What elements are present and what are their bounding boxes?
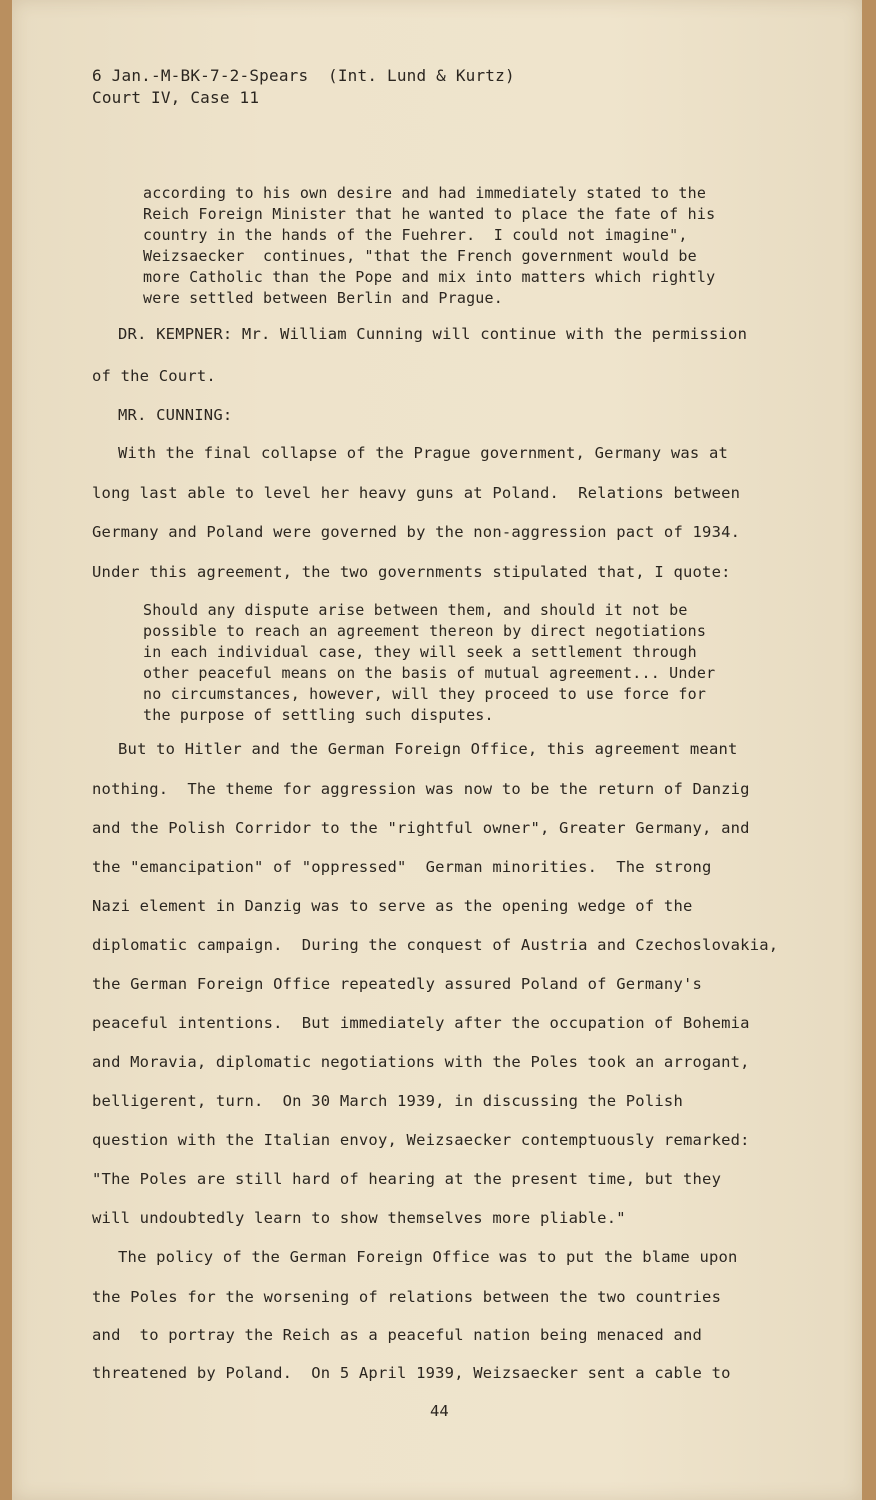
paragraph-line: nothing. The theme for aggression was now to be the return of Danzig bbox=[92, 780, 750, 798]
speaker-kempner-line: DR. KEMPNER: Mr. William Cunning will continue with the permission bbox=[118, 325, 748, 343]
quote-line: according to his own desire and had immediately stated to the bbox=[143, 184, 707, 202]
paragraph-line: threatened by Poland. On 5 April 1939, Weizsaecker sent a cable to bbox=[92, 1364, 731, 1382]
paragraph-line: Germany and Poland were governed by the non-aggression pact of 1934. bbox=[92, 523, 741, 541]
quote-line: in each individual case, they will seek a settlement through bbox=[143, 643, 697, 661]
quote-line: more Catholic than the Pope and mix into matters which rightly bbox=[143, 268, 716, 286]
paragraph-line: peaceful intentions. But immediately after the occupation of Bohemia bbox=[92, 1014, 750, 1032]
paragraph-line: the Poles for the worsening of relations between the two countries bbox=[92, 1288, 722, 1306]
quote-line: possible to reach an agreement thereon by direct negotiations bbox=[143, 622, 707, 640]
paragraph-line: But to Hitler and the German Foreign Office, this agreement meant bbox=[118, 740, 738, 758]
header-line-2: Court IV, Case 11 bbox=[92, 88, 260, 107]
paragraph-line: "The Poles are still hard of hearing at the present time, but they bbox=[92, 1170, 722, 1188]
paragraph-line: the "emancipation" of "oppressed" German minorities. The strong bbox=[92, 858, 712, 876]
paragraph-line: belligerent, turn. On 30 March 1939, in discussing the Polish bbox=[92, 1092, 683, 1110]
paragraph-line: question with the Italian envoy, Weizsaecker contemptuously remarked: bbox=[92, 1131, 750, 1149]
paragraph-line: With the final collapse of the Prague government, Germany was at bbox=[118, 444, 729, 462]
quote-line: no circumstances, however, will they proceed to use force for bbox=[143, 685, 707, 703]
quote-line: country in the hands of the Fuehrer. I could not imagine", bbox=[143, 226, 688, 244]
paragraph-line: and to portray the Reich as a peaceful nation being menaced and bbox=[92, 1326, 703, 1344]
paragraph-line: and the Polish Corridor to the "rightful owner", Greater Germany, and bbox=[92, 819, 750, 837]
quote-line: Weizsaecker continues, "that the French government would be bbox=[143, 247, 697, 265]
quote-line: were settled between Berlin and Prague. bbox=[143, 289, 503, 307]
page-number: 44 bbox=[430, 1402, 449, 1420]
paragraph-line: Under this agreement, the two governments stipulated that, I quote: bbox=[92, 563, 731, 581]
quote-line: Reich Foreign Minister that he wanted to place the fate of his bbox=[143, 205, 716, 223]
document-page bbox=[12, 0, 862, 1500]
speaker-cunning-label: MR. CUNNING: bbox=[118, 406, 233, 424]
speaker-kempner-line: of the Court. bbox=[92, 367, 216, 385]
paragraph-line: and Moravia, diplomatic negotiations with the Poles took an arrogant, bbox=[92, 1053, 750, 1071]
paragraph-line: the German Foreign Office repeatedly assured Poland of Germany's bbox=[92, 975, 703, 993]
header-line-1: 6 Jan.-M-BK-7-2-Spears (Int. Lund & Kurtz) bbox=[92, 66, 515, 85]
quote-line: the purpose of settling such disputes. bbox=[143, 706, 494, 724]
paragraph-line: diplomatic campaign. During the conquest of Austria and Czechoslovakia, bbox=[92, 936, 779, 954]
quote-line: Should any dispute arise between them, and should it not be bbox=[143, 601, 688, 619]
quote-line: other peaceful means on the basis of mutual agreement... Under bbox=[143, 664, 716, 682]
paragraph-line: Nazi element in Danzig was to serve as the opening wedge of the bbox=[92, 897, 693, 915]
paragraph-line: long last able to level her heavy guns at Poland. Relations between bbox=[92, 484, 741, 502]
paragraph-line: will undoubtedly learn to show themselves more pliable." bbox=[92, 1209, 626, 1227]
paragraph-line: The policy of the German Foreign Office was to put the blame upon bbox=[118, 1248, 738, 1266]
